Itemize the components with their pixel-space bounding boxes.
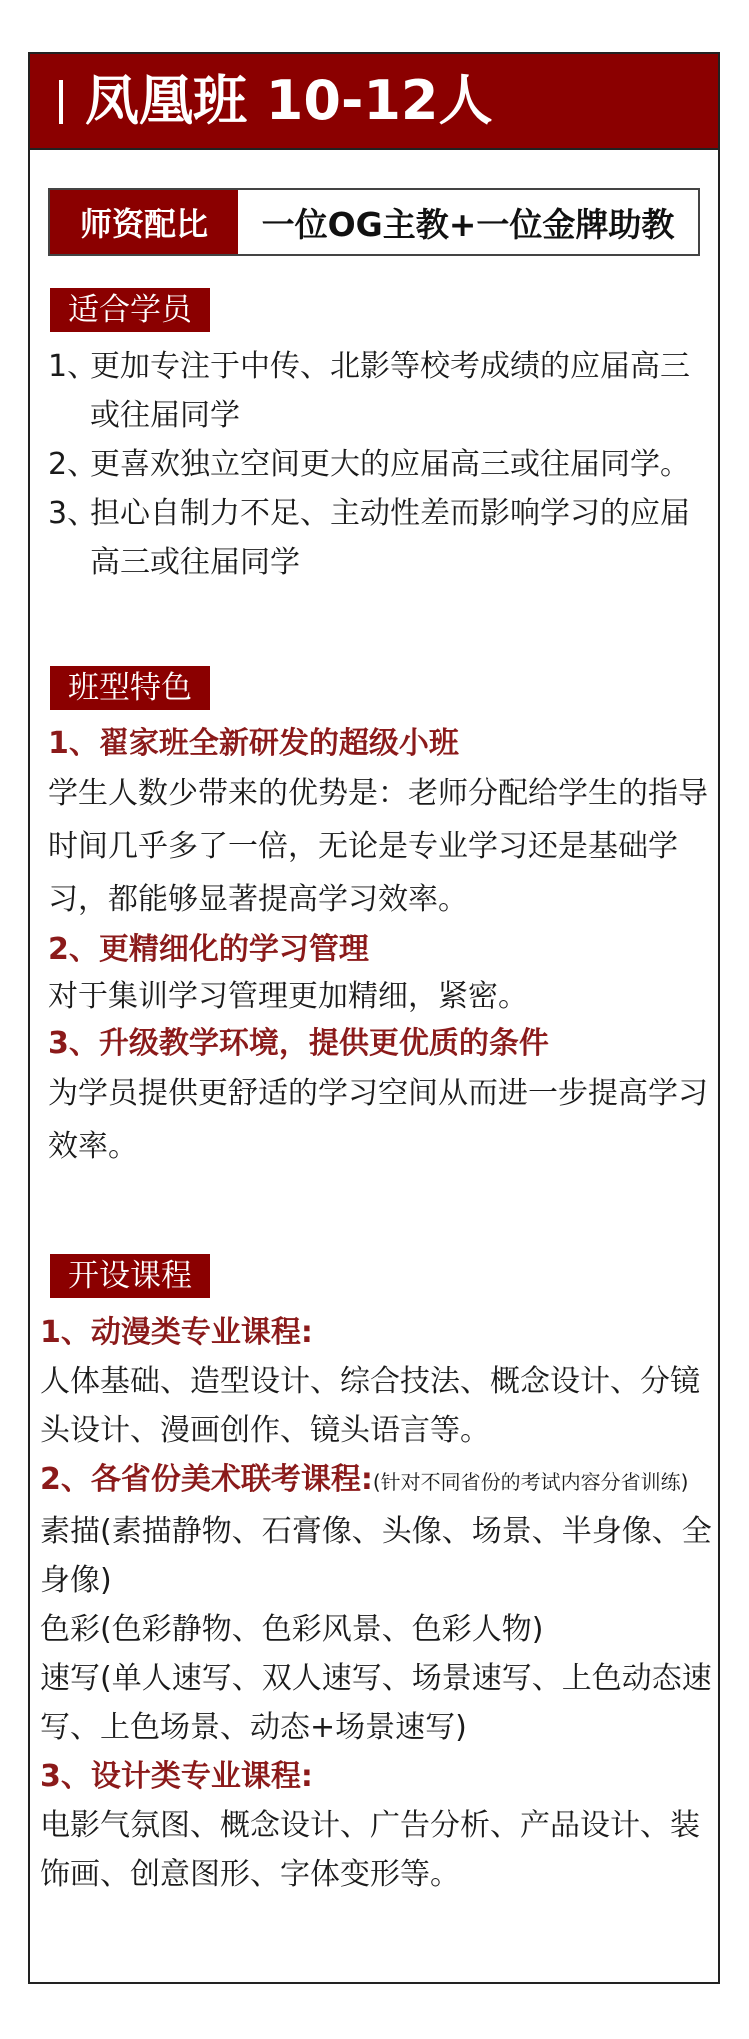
section-tag-students: 适合学员 bbox=[50, 288, 210, 332]
course-body: 速写(单人速写、双人速写、场景速写、上色动态速写、上色场景、动态+场景速写) bbox=[40, 1661, 712, 1745]
feature-heading: 1、翟家班全新研发的超级小班 bbox=[48, 726, 459, 761]
course-heading: 1、动漫类专业课程: bbox=[40, 1315, 313, 1350]
list-item bbox=[48, 440, 708, 489]
feature-section bbox=[48, 720, 708, 1173]
course-note: (针对不同省份的考试内容分省训练) bbox=[372, 1470, 689, 1494]
list-item-text: 担心自制力不足、主动性差而影响学习的应届高三或往届同学 bbox=[90, 496, 690, 580]
course-heading-row bbox=[40, 1455, 712, 1507]
teacher-ratio-label: 师资配比 bbox=[50, 190, 238, 254]
section-tag-courses: 开设课程 bbox=[50, 1254, 210, 1298]
course-heading: 3、设计类专业课程: bbox=[40, 1759, 313, 1794]
list-item-text: 更加专注于中传、北影等校考成绩的应届高三或往届同学 bbox=[90, 349, 690, 433]
teacher-ratio-value: 一位OG主教+一位金牌助教 bbox=[261, 204, 675, 244]
page-title: 凤凰班 10-12人 bbox=[85, 69, 493, 132]
student-list bbox=[48, 342, 708, 587]
list-item bbox=[48, 489, 708, 587]
course-body: 电影气氛图、概念设计、广告分析、产品设计、装饰画、创意图形、字体变形等。 bbox=[40, 1808, 700, 1892]
course-heading: 2、各省份美术联考课程: bbox=[40, 1462, 373, 1497]
feature-heading: 3、升级教学环境，提供更优质的条件 bbox=[48, 1026, 549, 1061]
course-body: 人体基础、造型设计、综合技法、概念设计、分镜头设计、漫画创作、镜头语言等。 bbox=[40, 1364, 700, 1448]
teacher-ratio-box bbox=[48, 188, 700, 256]
class-info-card bbox=[28, 52, 720, 1984]
list-item-number: 1、 bbox=[48, 349, 98, 384]
title-accent-bar bbox=[59, 80, 63, 124]
feature-heading: 2、更精细化的学习管理 bbox=[48, 932, 369, 967]
list-item-text: 更喜欢独立空间更大的应届高三或往届同学。 bbox=[90, 447, 690, 482]
course-body: 色彩(色彩静物、色彩风景、色彩人物) bbox=[40, 1612, 544, 1647]
list-item-number: 2、 bbox=[48, 447, 98, 482]
feature-body: 学生人数少带来的优势是：老师分配给学生的指导时间几乎多了一倍，无论是专业学习还是基础学习，都能够显著提高学习效率。 bbox=[48, 776, 708, 917]
feature-body: 为学员提供更舒适的学习空间从而进一步提高学习效率。 bbox=[48, 1076, 708, 1164]
feature-body: 对于集训学习管理更加精细，紧密。 bbox=[48, 979, 528, 1014]
course-section bbox=[40, 1308, 712, 1899]
section-tag-features: 班型特色 bbox=[50, 666, 210, 710]
course-body: 素描(素描静物、石膏像、头像、场景、半身像、全身像) bbox=[40, 1514, 712, 1598]
list-item bbox=[48, 342, 708, 440]
header-banner bbox=[30, 54, 718, 150]
list-item-number: 3、 bbox=[48, 496, 98, 531]
